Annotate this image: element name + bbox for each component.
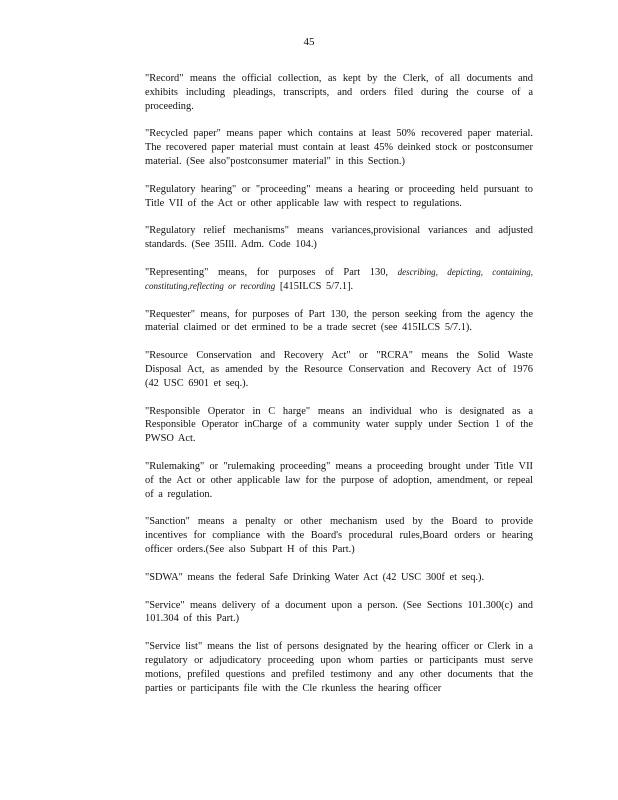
definition-term: "Rulemaking" xyxy=(145,460,205,472)
definition-responsible-operator xyxy=(145,405,533,446)
definition-text: or "rulemaking proceeding" means a proceeding brought under Title VII of the Act or other applicable law for the purpose of adoption, amendment, or repeal of a regulation. xyxy=(145,460,533,500)
definition-term: "Responsible Operator in C harge" xyxy=(145,405,311,417)
definition-term: "Regulatory relief mechanisms" xyxy=(145,225,289,237)
definition-term: "Recycled paper" xyxy=(145,128,221,140)
definition-text: means the list of persons designated by the hearing officer or Clerk in a regulatory or adjudicatory proceeding upon whom parties or participants must serve motions, prefiled questions and prefiled testimony and any other documents that the parties or participants file with the Cle rkunless the hearing officer xyxy=(145,641,533,694)
definition-term: "Resource Conservation and Recovery Act" xyxy=(145,350,351,362)
definition-term: "Regulatory hearing" xyxy=(145,183,237,195)
definition-text: means paper which contains at least 50% recovered paper material. The recovered paper material must contain at least 45% deinked stock or postconsumer material. (See also"postconsumer material" in this Section.) xyxy=(145,128,533,167)
definition-term: "Representing" xyxy=(145,266,209,278)
definition-regulatory-hearing xyxy=(145,183,533,211)
definition-text: or "proceeding" means a hearing or proceeding held pursuant to Title VII of the Act or other applicable law with respect to regulations. xyxy=(145,183,533,209)
definition-service-list xyxy=(145,640,533,695)
definition-term: "Requester" xyxy=(145,308,196,320)
definition-service xyxy=(145,599,533,627)
definition-term: "Service" xyxy=(145,599,185,611)
definition-recycled-paper xyxy=(145,127,533,168)
definition-text: means, for purposes of Part 130, xyxy=(217,266,388,278)
definition-sdwa xyxy=(145,571,533,585)
definition-representing xyxy=(145,266,533,294)
definition-rulemaking xyxy=(145,460,533,501)
definition-term: "Service list" xyxy=(145,641,203,653)
definition-regulatory-relief-mechanisms xyxy=(145,224,533,252)
definition-text: means, for purposes of Part 130, the person seeking from the agency the material claimed or det ermined to be a trade secret (see 415ILCS 5/7.1). xyxy=(145,308,533,334)
definition-requester xyxy=(145,308,533,336)
definition-citation: [415ILCS 5/7.1]. xyxy=(279,280,354,292)
definition-text: means the official collection, as kept by the Clerk, of all documents and exhibits including pleadings, transcripts, and orders filed during the course of a proceeding. xyxy=(145,73,533,112)
definition-term: "SDWA" xyxy=(145,571,183,583)
definition-text: means an individual who is designated as a Responsible Operator inCharge of a community water supply under Section 1 of the PWSO Act. xyxy=(145,405,533,445)
definition-text: means variances,provisional variances and adjusted standards. (See 35Ill. Adm. Code 104.) xyxy=(145,225,533,251)
page-number: 45 xyxy=(303,36,315,48)
definition-text: or "RCRA" means the Solid Waste Disposal Act, as amended by the Resource Conservation and Recovery Act of 1976 (42 USC 6901 et seq.). xyxy=(145,350,533,389)
definition-rcra xyxy=(145,349,533,390)
definition-sanction xyxy=(145,515,533,556)
definition-text: means a penalty or other mechanism used by the Board to provide incentives for compliance with the Board's procedural rules,Board orders or hearing officer orders.(See also Subpart H of this Part.) xyxy=(145,516,533,555)
definition-quoted-statute: describing, depicting, containing, constituting,reflecting or recording xyxy=(145,266,533,291)
definition-record xyxy=(145,72,533,113)
definitions-list xyxy=(145,72,533,709)
definition-term: "Sanction" xyxy=(145,516,190,528)
definition-text: means delivery of a document upon a person. (See Sections 101.300(c) and 101.304 of this Part.) xyxy=(145,599,533,625)
definition-term: "Record" xyxy=(145,73,184,84)
definition-text: means the federal Safe Drinking Water Act (42 USC 300f et seq.). xyxy=(187,571,485,583)
